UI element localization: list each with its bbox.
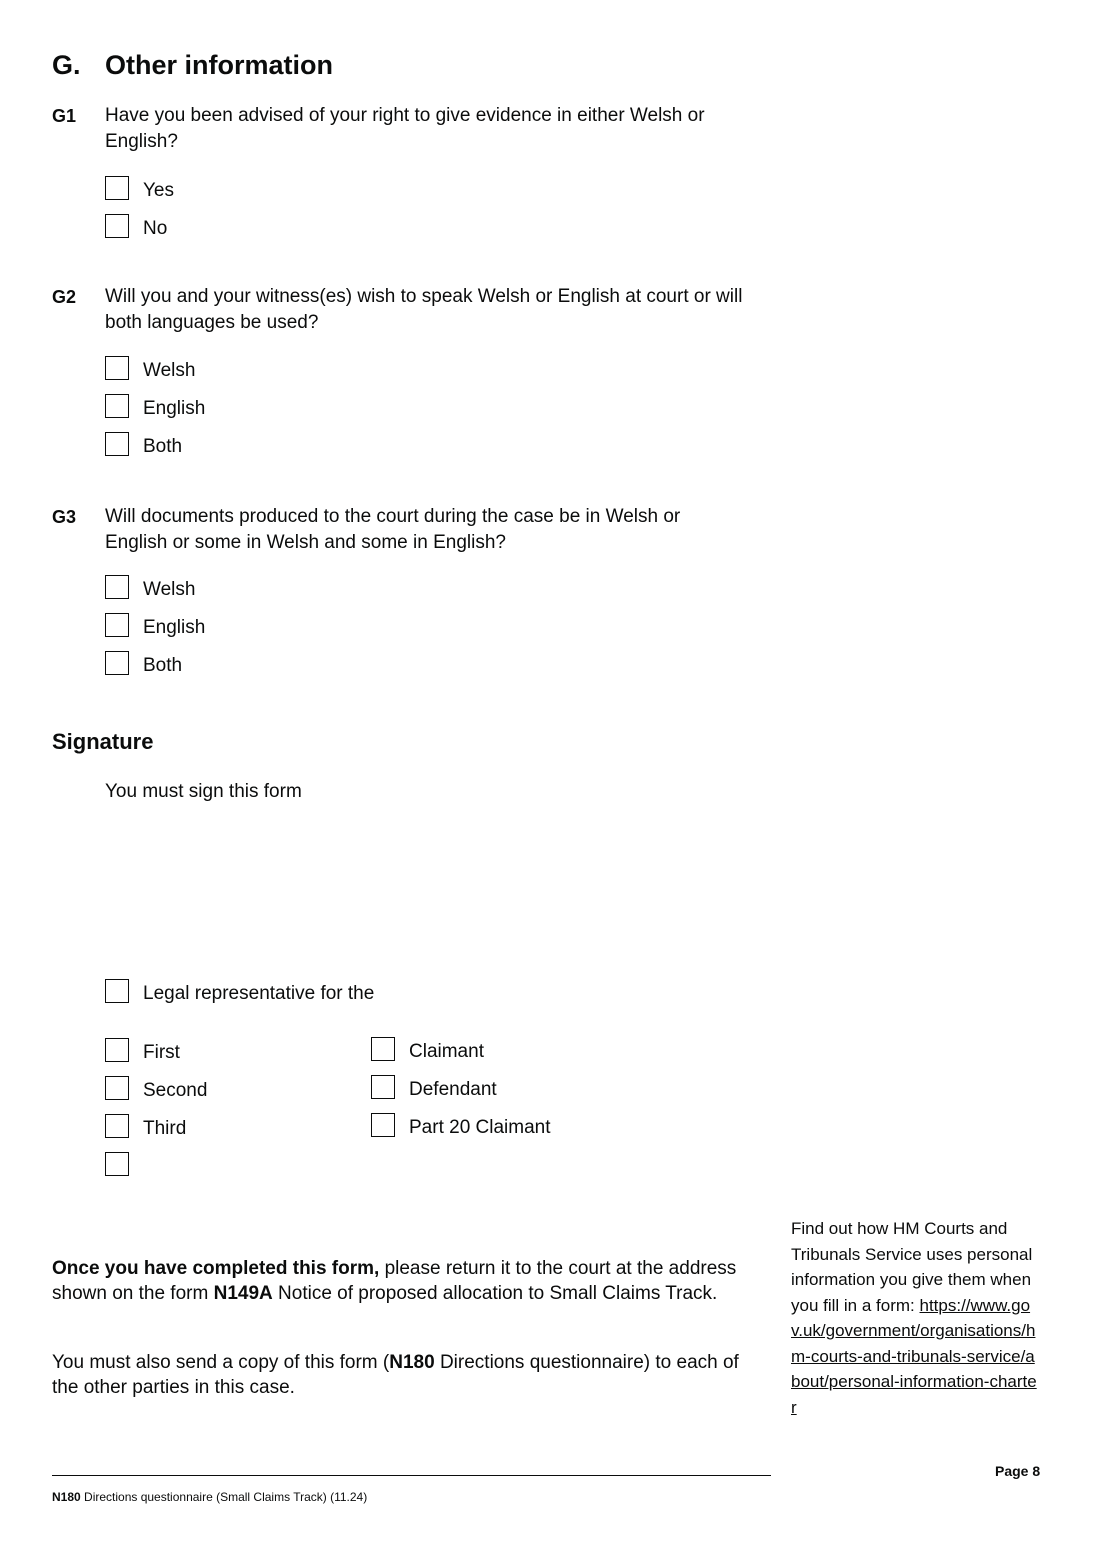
checkbox[interactable]: [105, 575, 129, 599]
question-number-g3: G3: [52, 507, 77, 527]
copy-instructions-text: You must also send a copy of this form (: [52, 1352, 390, 1373]
copy-instructions-text-end: Directions questionnaire) to each of the other parties in this case.: [52, 1352, 739, 1398]
checkbox[interactable]: [371, 1113, 395, 1137]
question-number-g2: G2: [52, 287, 77, 307]
question-text-g2: Will you and your witness(es) wish to speak Welsh or English at court or will both languages be used?: [105, 286, 743, 333]
personal-information-charter-link[interactable]: https://www.gov.uk/government/organisations/hm-courts-and-tribunals-service/about/personal-information-charter: [791, 1295, 1037, 1417]
checkbox[interactable]: [105, 1152, 129, 1176]
footer-form-code: N180: [52, 1490, 81, 1504]
checkbox[interactable]: [105, 1114, 129, 1138]
checkbox[interactable]: [105, 1038, 129, 1062]
checkbox[interactable]: [371, 1037, 395, 1061]
option-label: Welsh: [143, 579, 196, 600]
question-text-g1: Have you been advised of your right to give evidence in either Welsh or English?: [105, 105, 705, 152]
section-title: Other information: [105, 50, 333, 80]
option-label: First: [143, 1042, 180, 1063]
privacy-note-text: Find out how HM Courts and Tribunals Service uses personal information you give them when you fill in a form:: [791, 1219, 1033, 1315]
option-label: Welsh: [143, 360, 196, 381]
page-number: Page 8: [995, 1463, 1041, 1479]
privacy-note: [791, 1216, 1041, 1420]
option-label: No: [143, 218, 168, 239]
checkbox[interactable]: [105, 432, 129, 456]
section-letter: G.: [52, 50, 81, 80]
checkbox[interactable]: [371, 1075, 395, 1099]
option-label: Yes: [143, 180, 174, 201]
signature-area[interactable]: [105, 812, 765, 962]
footer-form-title: Directions questionnaire (Small Claims Track) (11.24): [80, 1490, 368, 1504]
option-label: English: [143, 617, 206, 638]
checkbox[interactable]: [105, 214, 129, 238]
return-instructions: [52, 1256, 764, 1306]
signature-instruction: You must sign this form: [105, 781, 302, 802]
section-heading: [52, 50, 333, 81]
question-number-g1: G1: [52, 106, 77, 126]
checkbox[interactable]: [105, 613, 129, 637]
footer-form-reference: [52, 1490, 367, 1504]
checkbox[interactable]: [105, 176, 129, 200]
checkbox[interactable]: [105, 651, 129, 675]
checkbox[interactable]: [105, 1076, 129, 1100]
option-label: Claimant: [409, 1041, 484, 1062]
copy-form-code: N180: [389, 1352, 435, 1373]
option-label: Third: [143, 1118, 187, 1139]
question-text-g3: Will documents produced to the court during the case be in Welsh or English or some in Welsh and some in English?: [105, 506, 681, 553]
return-form-code: N149A: [213, 1283, 273, 1304]
option-label: Defendant: [409, 1079, 497, 1100]
signature-heading: Signature: [52, 729, 154, 754]
option-label: Both: [143, 436, 183, 457]
checkbox[interactable]: [105, 394, 129, 418]
return-instructions-lead: Once you have completed this form,: [52, 1258, 380, 1279]
option-label: Part 20 Claimant: [409, 1117, 551, 1138]
footer-divider: [52, 1475, 771, 1476]
checkbox[interactable]: [105, 979, 129, 1003]
return-instructions-text-end: Notice of proposed allocation to Small Claims Track.: [272, 1283, 718, 1304]
return-instructions-text: please return it to the court at the address shown on the form: [52, 1258, 737, 1304]
checkbox[interactable]: [105, 356, 129, 380]
option-label: English: [143, 398, 206, 419]
option-label: Both: [143, 655, 183, 676]
copy-instructions: [52, 1350, 764, 1400]
option-label: Legal representative for the: [143, 983, 375, 1004]
option-label: Second: [143, 1080, 208, 1101]
